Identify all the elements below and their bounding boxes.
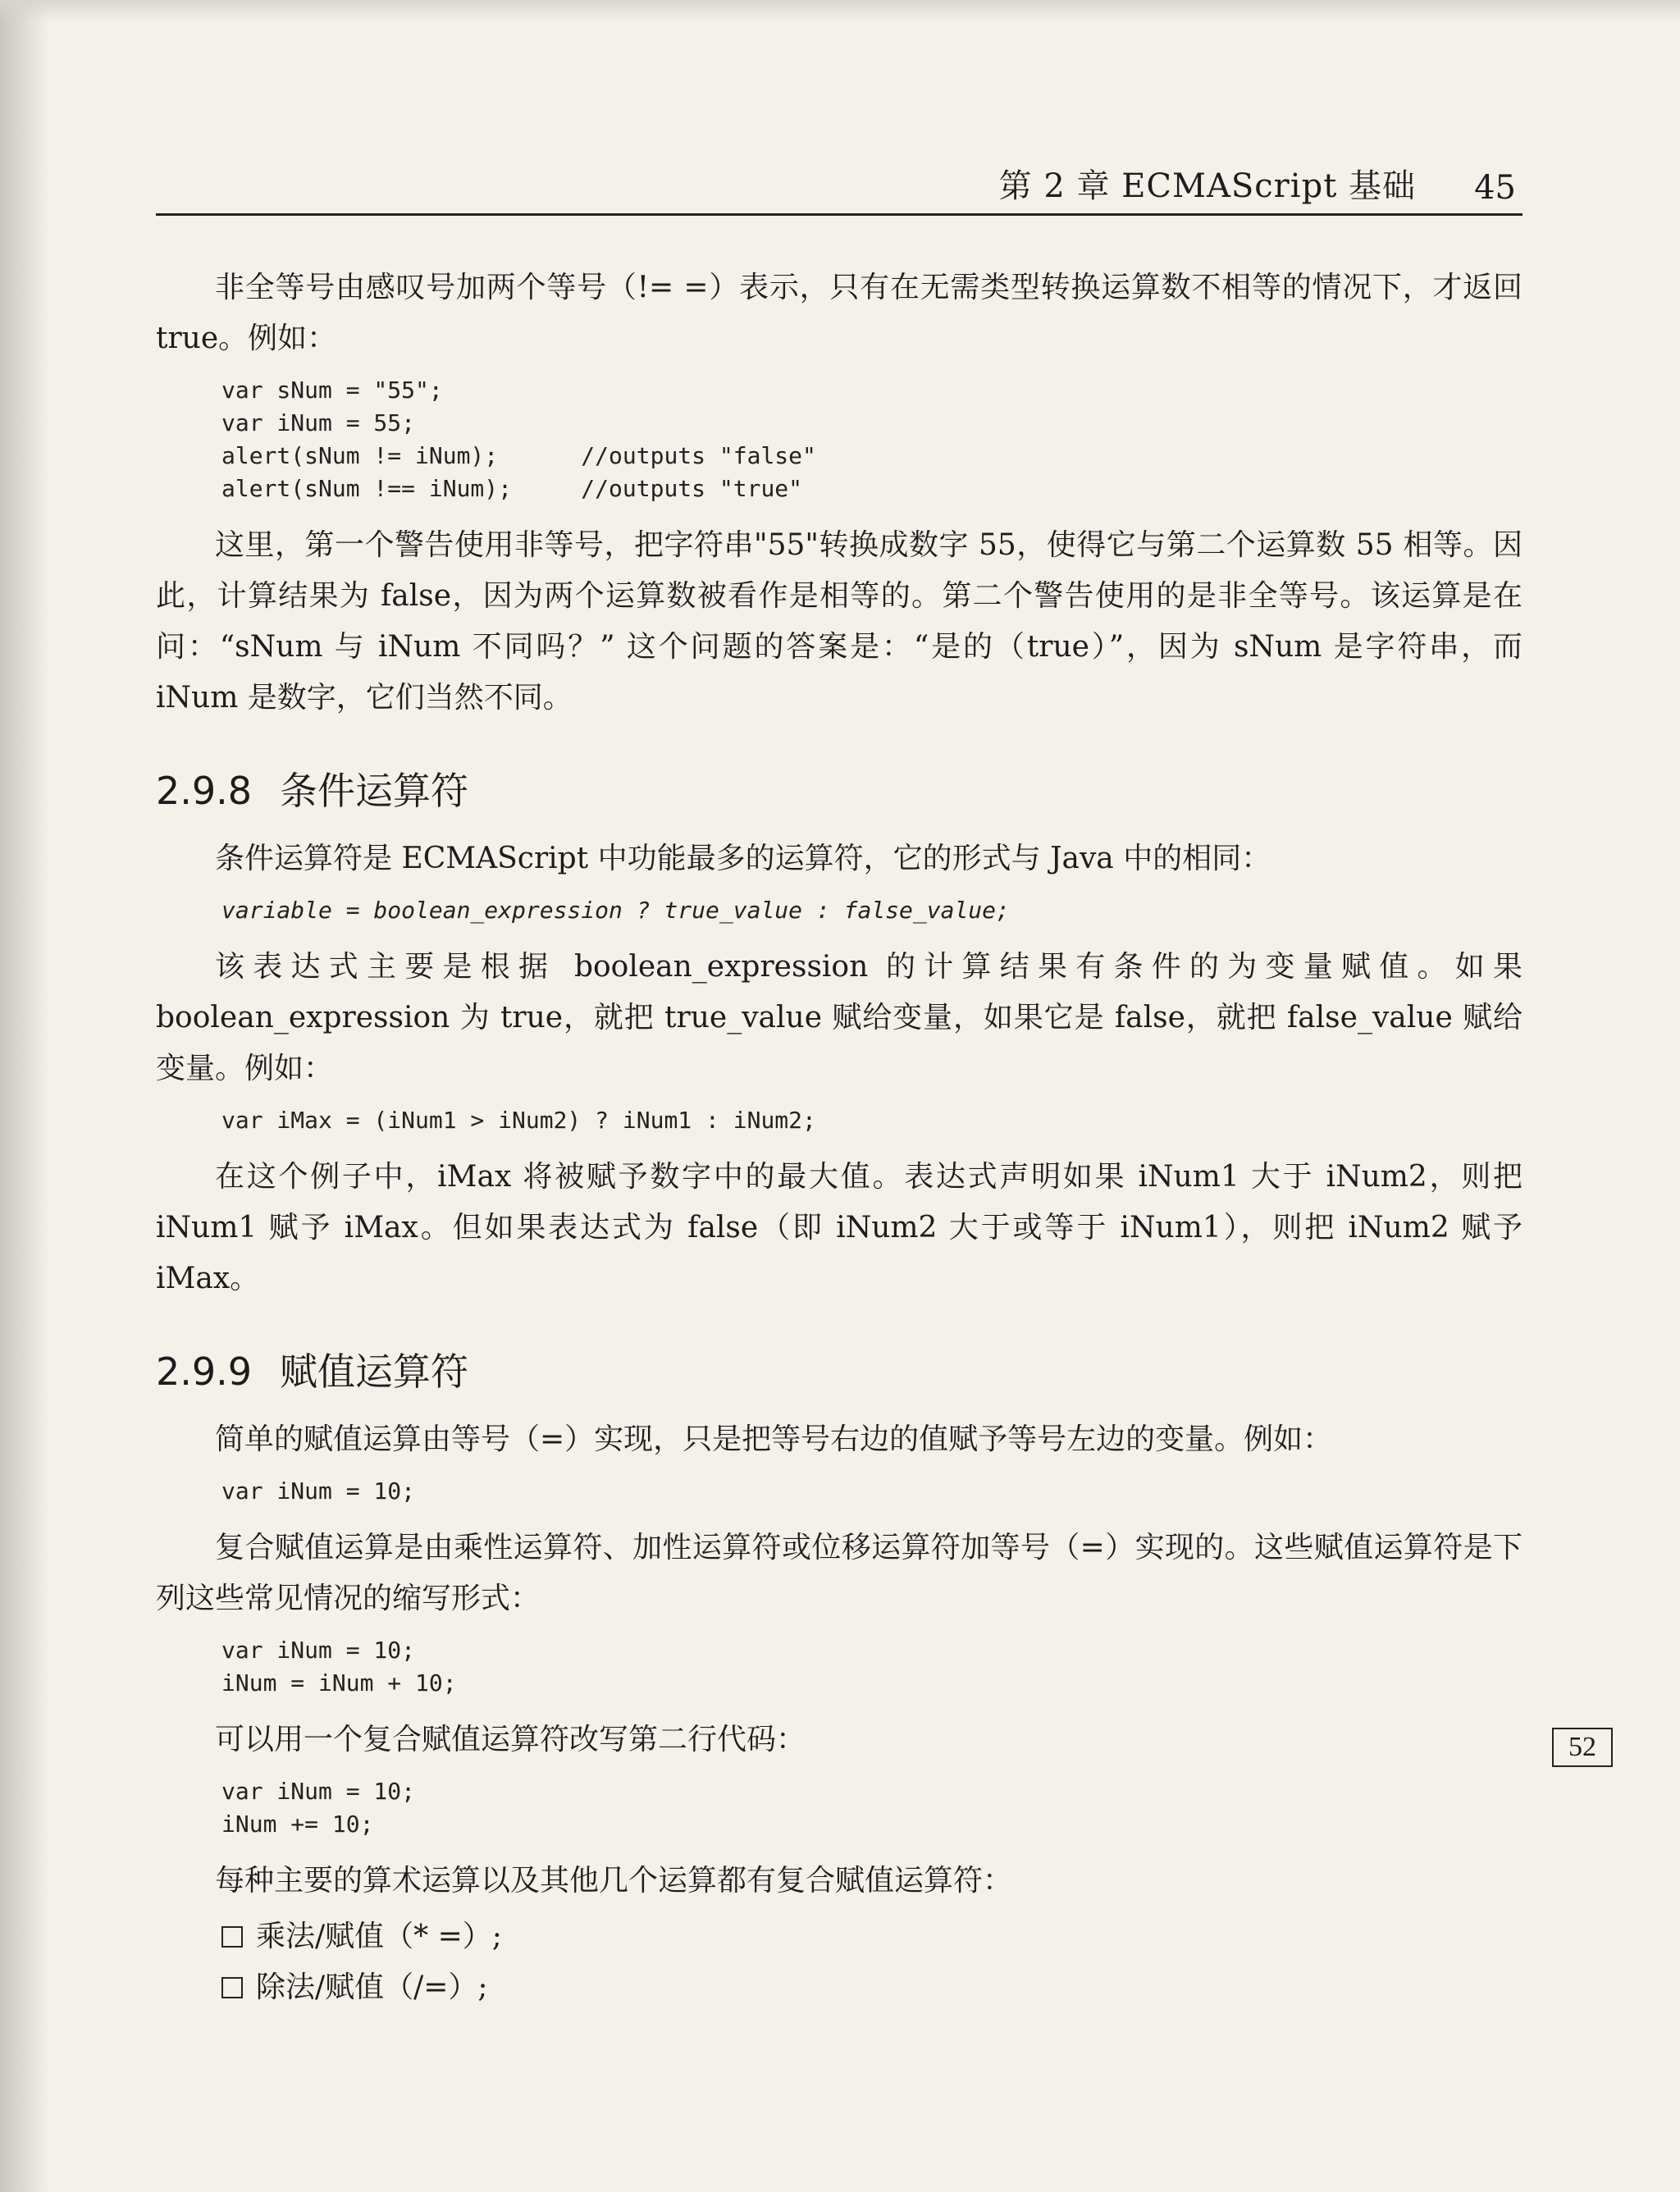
page-edge-shadow — [0, 0, 49, 2192]
section-number: 2.9.8 — [156, 769, 253, 813]
checkbox-bullet-icon — [221, 1977, 243, 1998]
paragraph: 该表达式主要是根据 boolean_expression 的计算结果有条件的为变量赋值。如果 boolean_expression 为 true，就把 true_value 赋给变量，如果它是 false，就把 false_value 赋给变量。例如： — [156, 950, 1522, 1085]
bullet-list — [156, 1911, 1522, 2013]
section-heading — [156, 1342, 1522, 1396]
page-number: 45 — [1474, 169, 1516, 207]
page-top-shadow — [0, 0, 1680, 21]
code-block: var iMax = (iNum1 > iNum2) ? iNum1 : iNum2; — [221, 1107, 816, 1134]
checkbox-bullet-icon — [221, 1926, 243, 1948]
section-heading — [156, 761, 1522, 815]
page-body — [156, 263, 1522, 2013]
code-block: var sNum = "55"; var iNum = 55; alert(sNum != iNum); //outputs "false" alert(sNum !== iNum); //outputs "true" — [221, 377, 816, 502]
section-title: 赋值运算符 — [280, 1349, 469, 1394]
list-item — [221, 1962, 1522, 2013]
code-block: var iNum = 10; iNum += 10; — [221, 1778, 416, 1838]
code-block: var iNum = 10; iNum = iNum + 10; — [221, 1637, 457, 1697]
chapter-title: 第 2 章 ECMAScript 基础 — [998, 167, 1416, 205]
paragraph: 复合赋值运算是由乘性运算符、加性运算符或位移运算符加等号（=）实现的。这些赋值运算符是下列这些常见情况的缩写形式： — [156, 1531, 1522, 1615]
list-item-text: 除法/赋值（/=）; — [256, 1971, 488, 2004]
section-title: 条件运算符 — [280, 769, 469, 813]
paragraph: 每种主要的算术运算以及其他几个运算都有复合赋值运算符： — [215, 1864, 1013, 1897]
section-number: 2.9.9 — [156, 1349, 253, 1394]
list-item-text: 乘法/赋值（* =）; — [256, 1920, 502, 1953]
paragraph: 条件运算符是 ECMAScript 中功能最多的运算符，它的形式与 Java 中的相同： — [215, 842, 1271, 875]
paragraph: 这里，第一个警告使用非等号，把字符串"55"转换成数字 55，使得它与第二个运算数 55 相等。因此，计算结果为 false，因为两个运算数被看作是相等的。第二个警告使用的是非全等号。该运算是在问：“sNum 与 iNum 不同吗？” 这个问题的答案是：“是的（true）”，因为 sNum 是字符串，而 iNum 是数字，它们当然不同。 — [156, 528, 1522, 715]
paragraph: 简单的赋值运算由等号（=）实现，只是把等号右边的值赋予等号左边的变量。例如： — [215, 1423, 1333, 1456]
list-item — [221, 1911, 1522, 1962]
code-block: variable = boolean_expression ? true_value : false_value; — [221, 897, 1010, 924]
paragraph: 在这个例子中，iMax 将被赋予数字中的最大值。表达式声明如果 iNum1 大于 iNum2，则把 iNum1 赋予 iMax。但如果表达式为 false（即 iNum2 大于或等于 iNum1），则把 iNum2 赋予 iMax。 — [156, 1160, 1522, 1295]
paragraph: 非全等号由感叹号加两个等号（!= =）表示，只有在无需类型转换运算数不相等的情况下，才返回 true。例如： — [156, 271, 1522, 355]
code-block: var iNum = 10; — [221, 1477, 416, 1505]
running-header — [156, 162, 1522, 216]
original-page-reference: 52 — [1552, 1728, 1613, 1767]
paragraph: 可以用一个复合赋值运算符改写第二行代码： — [215, 1723, 806, 1756]
